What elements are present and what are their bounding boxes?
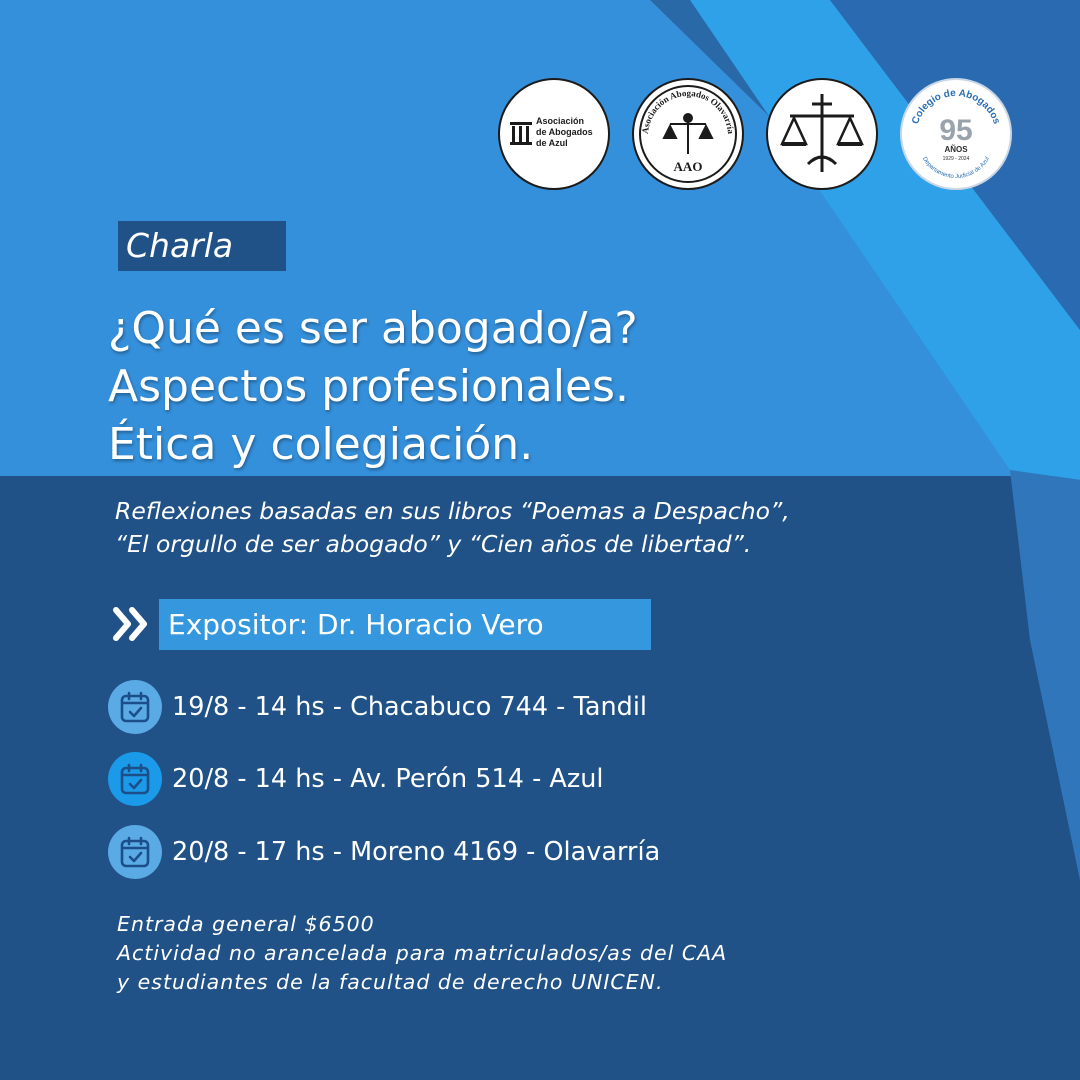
double-chevron-right-icon: [112, 604, 152, 644]
svg-text:de Azul: de Azul: [536, 138, 568, 148]
footer-line: Actividad no arancelada para matriculados/as del CAA: [117, 941, 728, 965]
footer-note: [117, 910, 1017, 997]
event-text: 19/8 - 14 hs - Chacabuco 744 - Tandil: [172, 692, 647, 722]
calendar-check-icon: [108, 680, 162, 734]
subtitle-line: “El orgullo de ser abogado” y “Cien años de libertad”.: [115, 530, 752, 558]
svg-text:Colegio de Abogados: Colegio de Abogados: [910, 87, 1002, 126]
sponsor-logos: [498, 78, 1014, 190]
title-line: ¿Qué es ser abogado/a?: [108, 303, 638, 354]
svg-text:AÑOS: AÑOS: [944, 145, 968, 154]
event-type-tag: Charla: [118, 221, 286, 271]
event-text: 20/8 - 14 hs - Av. Perón 514 - Azul: [172, 764, 604, 794]
columns-icon: [510, 122, 532, 145]
event-item: [108, 825, 868, 879]
title-line: Aspectos profesionales.: [108, 361, 629, 412]
svg-text:1929 - 2024: 1929 - 2024: [942, 156, 970, 162]
logo-scales-sword: [766, 78, 878, 190]
svg-text:95: 95: [939, 114, 973, 147]
event-item: [108, 752, 868, 806]
footer-line: y estudiantes de la facultad de derecho UNICEN.: [117, 970, 664, 994]
svg-text:de Abogados: de Abogados: [536, 127, 593, 137]
speaker-label: Expositor: Dr. Horacio Vero: [159, 599, 651, 650]
logo-asociacion-abogados-olavarria: [632, 78, 744, 190]
page-title: [108, 300, 1008, 474]
scales-sword-icon: [782, 94, 862, 172]
scales-of-justice-icon: [664, 114, 712, 154]
calendar-check-icon: [108, 825, 162, 879]
svg-text:Asociación Abogados Olavarría: Asociación Abogados Olavarría: [639, 87, 736, 135]
logo-colegio-abogados-95: [900, 78, 1012, 190]
event-item: [108, 680, 868, 734]
svg-text:Departamento Judicial de Azul: Departamento Judicial de Azul: [920, 156, 992, 181]
svg-text:Asociación: Asociación: [536, 116, 585, 126]
footer-line: Entrada general $6500: [117, 912, 375, 936]
logo-asociacion-abogados-azul: [498, 78, 610, 190]
svg-text:AAO: AAO: [673, 159, 703, 174]
subtitle: [115, 495, 1015, 561]
calendar-check-icon: [108, 752, 162, 806]
subtitle-line: Reflexiones basadas en sus libros “Poemas a Despacho”,: [115, 497, 790, 525]
title-line: Ética y colegiación.: [108, 419, 534, 470]
event-text: 20/8 - 17 hs - Moreno 4169 - Olavarría: [172, 837, 661, 867]
